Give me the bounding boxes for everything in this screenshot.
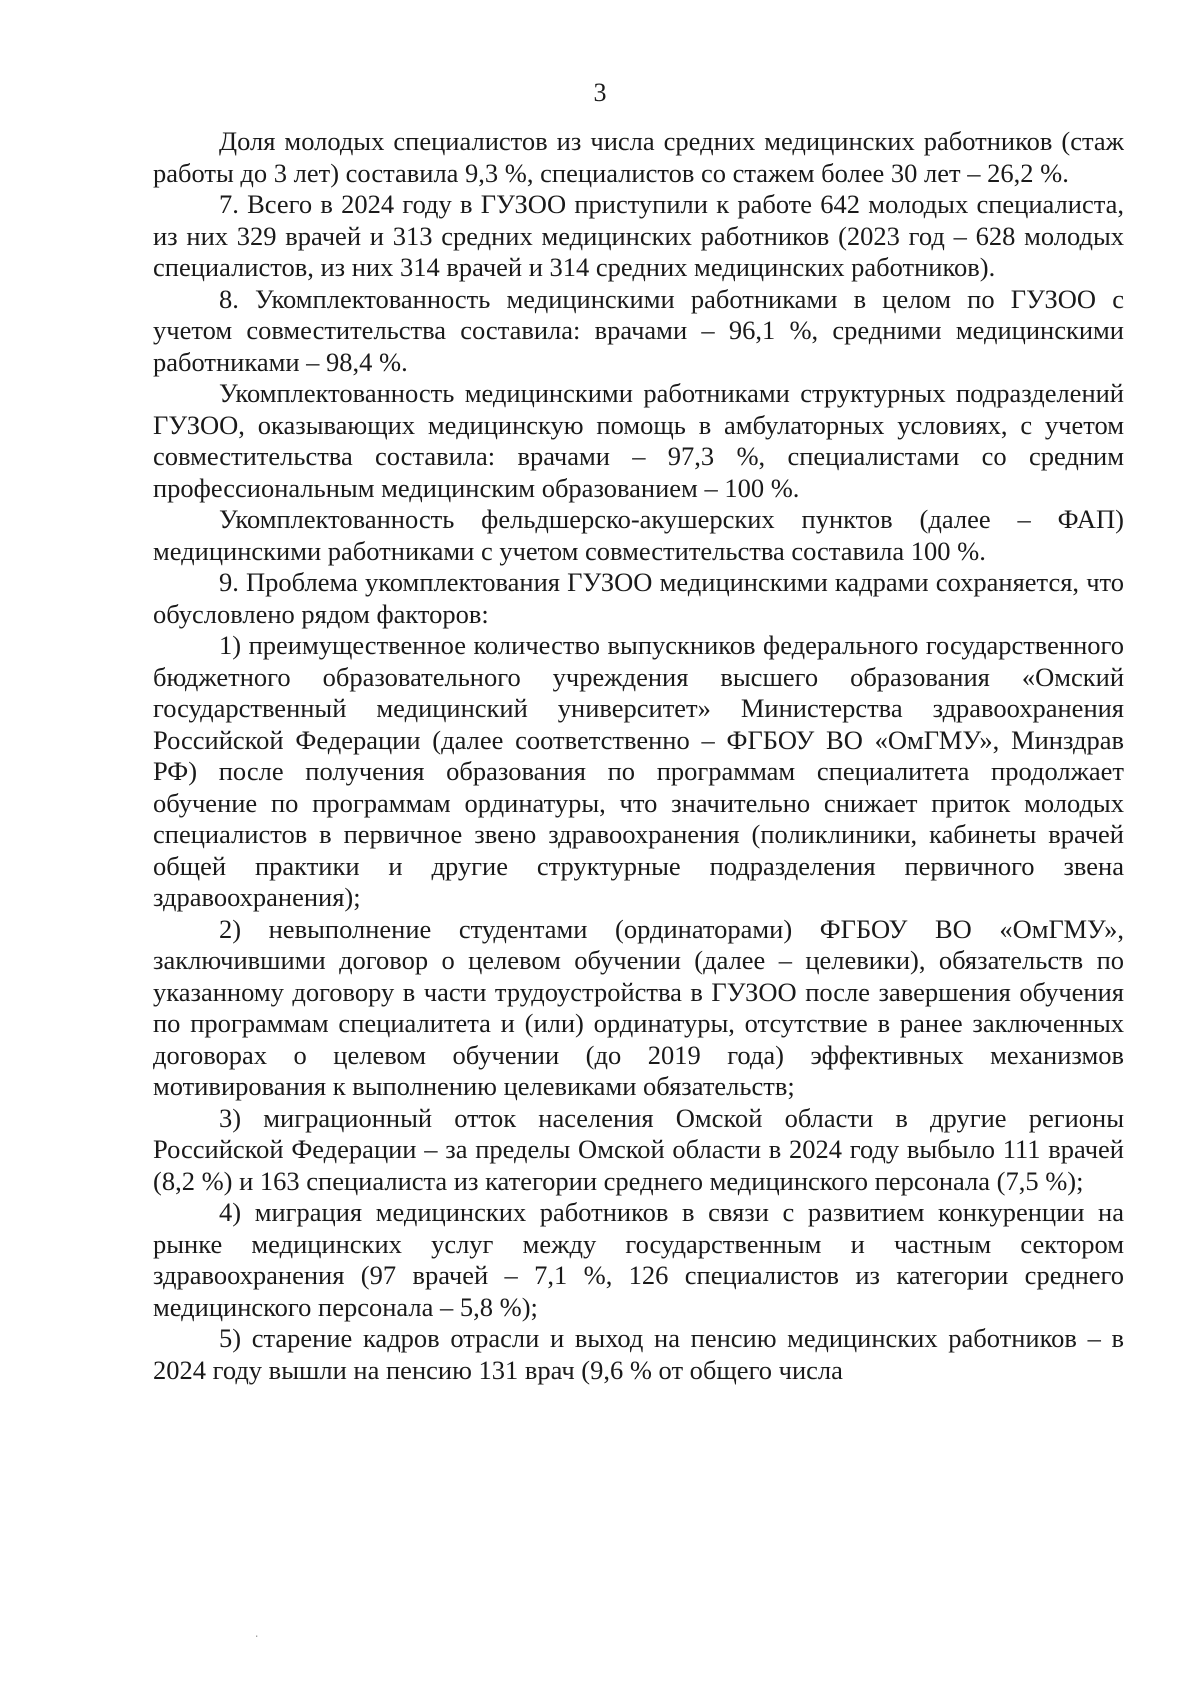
paragraph-factor-1: 1) преимущественное количество выпускников федерального государственного бюджетного образовательного учреждения высшего образования «Омский государственный медицинский университет» Министерства здравоохранения Российской Федерации (далее соответственно – ФГБОУ ВО «ОмГМУ», Минздрав РФ) после получения образования по программам специалитета продолжает обучение по программам ординатуры, что значительно снижает приток молодых специалистов в первичное звено здравоохранения (поликлиники, кабинеты врачей общей практики и другие структурные подразделения первичного звена здравоохранения); [153,630,1124,912]
paragraph-factor-5: 5) старение кадров отрасли и выход на пенсию медицинских работников – в 2024 году вышли на пенсию 131 врач (9,6 % от общего числа [153,1323,1124,1385]
paragraph-young-nurses-share: Доля молодых специалистов из числа средних медицинских работников (стаж работы до 3 лет) составила 9,3 %, специалистов со стажем более 30 лет – 26,2 %. [153,126,1124,188]
paragraph-factor-2: 2) невыполнение студентами (ординаторами) ФГБОУ ВО «ОмГМУ», заключившими договор о целевом обучении (далее – целевики), обязательств по указанному договору в части трудоустройства в ГУЗОО после завершения обучения по программам специалитета и (или) ординатуры, отсутствие в ранее заключенных договорах о целевом обучении (до 2019 года) эффективных механизмов мотивирования к выполнению целевиками обязательств; [153,913,1124,1101]
paragraph-fap-staffing: Укомплектованность фельдшерско-акушерских пунктов (далее – ФАП) медицинскими работниками с учетом совместительства составила 100 %. [153,504,1124,566]
page-number: 3 [593,78,607,107]
paragraph-factor-3: 3) миграционный отток населения Омской области в другие регионы Российской Федерации – за пределы Омской области в 2024 году выбыло 111 врачей (8,2 %) и 163 специалиста из категории среднего медицинского персонала (7,5 %); [153,1102,1124,1196]
scan-speck-mark: ٠ [254,1631,260,1642]
paragraph-factor-4: 4) миграция медицинских работников в связи с развитием конкуренции на рынке медицинских услуг между государственным и частным сектором здравоохранения (97 врачей – 7,1 %, 126 специалистов из категории среднего медицинского персонала – 5,8 %); [153,1197,1124,1322]
paragraph-outpatient-staffing: Укомплектованность медицинскими работниками структурных подразделений ГУЗОО, оказывающих медицинскую помощь в амбулаторных условиях, с учетом совместительства составила: врачами – 97,3 %, специалистами со средним профессиональным медицинским образованием – 100 %. [153,378,1124,503]
paragraph-item-8-staffing: 8. Укомплектованность медицинскими работниками в целом по ГУЗОО с учетом совместительства составила: врачами – 96,1 %, средними медицинскими работниками – 98,4 %. [153,283,1124,377]
paragraph-item-9-problem: 9. Проблема укомплектования ГУЗОО медицинскими кадрами сохраняется, что обусловлено рядом факторов: [153,567,1124,629]
paragraph-item-7-young-specialists: 7. Всего в 2024 году в ГУЗОО приступили к работе 642 молодых специалиста, из них 329 врачей и 313 средних медицинских работников (2023 год – 628 молодых специалистов, из них 314 врачей и 314 средних медицинских работников). [153,189,1124,282]
document-body [153,126,1124,1386]
